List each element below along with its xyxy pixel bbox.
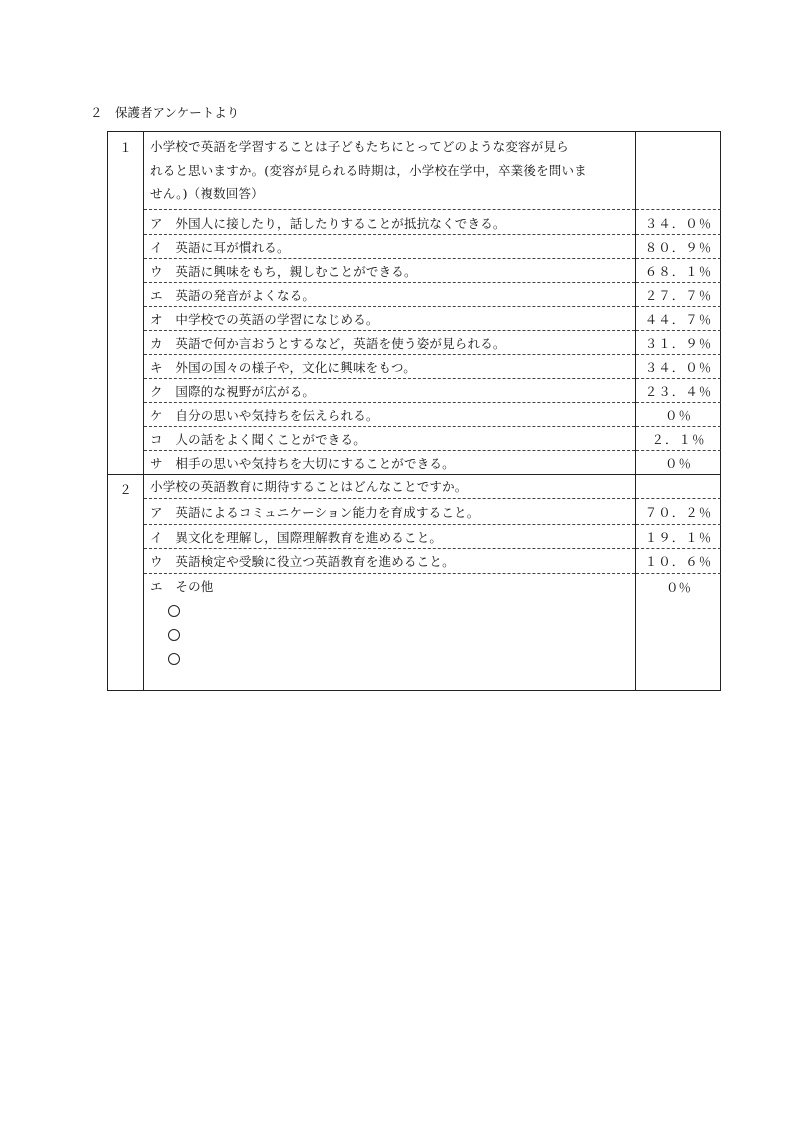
q1-option-percent: ２３．４％ — [644, 384, 713, 399]
q2-option-row — [144, 499, 721, 523]
q1-option-percent: ２７．７％ — [644, 288, 713, 303]
question-2-number: ２ — [119, 482, 132, 497]
blank-circle-bullet — [168, 629, 180, 641]
q2-other-label: エ その他 — [150, 579, 214, 594]
q1-option-row — [144, 330, 721, 354]
q1-option-label: ケ 自分の思いや気持ちを伝えられる。 — [150, 408, 379, 423]
question-2-text: 小学校の英語教育に期待することはどんなことですか。 — [150, 479, 468, 494]
q2-option-label: イ 異文化を理解し，国際理解教育を進めること。 — [150, 530, 443, 545]
q1-option-percent: ３４．０％ — [644, 216, 713, 231]
q1-option-label: エ 英語の発音がよくなる。 — [150, 288, 316, 303]
q2-other-row — [144, 573, 721, 597]
blank-circle-bullet — [168, 653, 180, 665]
q1-option-row — [144, 450, 721, 474]
q1-option-label: オ 中学校での英語の学習になじめる。 — [150, 312, 379, 327]
q1-option-label: キ 外国の国々の様子や，文化に興味をもつ。 — [150, 360, 416, 375]
question-1-text — [150, 135, 630, 206]
question-1-number: １ — [119, 140, 132, 155]
question-1-line-2: れると思いますか。(変容が見られる時期は，小学校在学中，卒業後を問いま — [150, 162, 587, 178]
q1-option-row — [144, 306, 721, 330]
q2-option-label: ウ 英語検定や受験に役立つ英語教育を進めること。 — [150, 554, 455, 569]
q1-option-row — [144, 234, 721, 258]
q1-option-row — [144, 282, 721, 306]
section-heading: ２ 保護者アンケートより — [90, 105, 240, 120]
q1-option-percent: ８０．９％ — [644, 240, 713, 255]
question-1-line-3: せん。)（複数回答） — [150, 186, 264, 201]
q1-option-row — [144, 354, 721, 378]
q2-option-row — [144, 524, 721, 548]
q2-option-percent: １９．１％ — [644, 530, 713, 545]
q1-option-row — [144, 378, 721, 402]
q1-option-label: コ 人の話をよく聞くことができる。 — [150, 432, 366, 447]
q1-option-percent: ０％ — [664, 456, 692, 471]
q2-option-percent: ７０．２％ — [644, 505, 713, 520]
q1-option-percent: ２．１％ — [651, 432, 706, 447]
q1-option-label: サ 相手の思いや気持ちを大切にすることができる。 — [150, 456, 455, 471]
question-1-line-1: 小学校で英語を学習することは子どもたちにとってどのような変容が見ら — [150, 139, 569, 154]
q1-option-label: イ 英語に耳が慣れる。 — [150, 240, 290, 255]
q1-option-row — [144, 402, 721, 426]
q2-option-label: ア 英語によるコミュニケーション能力を育成すること。 — [150, 505, 480, 520]
q1-option-percent: ４４．７％ — [644, 312, 713, 327]
q1-option-label: ウ 英語に興味をもち，親しむことができる。 — [150, 264, 417, 279]
q1-option-percent: ３４．０％ — [644, 360, 713, 375]
q1-option-percent: ３１．９％ — [644, 336, 713, 351]
q1-option-label: カ 英語で何か言おうとするなど，英語を使う姿が見られる。 — [150, 336, 506, 351]
q1-option-percent: ０％ — [664, 408, 692, 423]
q1-option-label: ア 外国人に接したり，話したりすることが抵抗なくできる。 — [150, 216, 506, 231]
blank-circle-bullet — [168, 605, 180, 617]
q2-option-row — [144, 548, 721, 572]
q1-option-percent: ６８．１％ — [644, 264, 713, 279]
survey-table — [107, 131, 721, 691]
q1-option-row — [144, 426, 721, 450]
q2-other-percent: ０％ — [665, 580, 691, 595]
q1-option-label: ク 国際的な視野が広がる。 — [150, 384, 316, 399]
q2-option-percent: １０．６％ — [644, 554, 713, 569]
q1-option-row — [144, 258, 721, 282]
q1-option-row — [144, 210, 721, 234]
